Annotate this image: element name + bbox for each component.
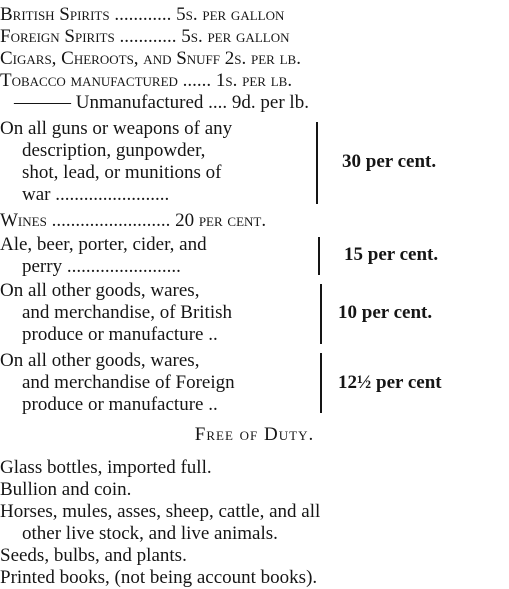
foreign-spirits-line: Foreign Spirits ............ 5s. per gallon bbox=[0, 26, 290, 47]
british-goods-brace bbox=[320, 284, 330, 344]
tobacco-unmanufactured-line: ——— Unmanufactured .... 9d. per lb. bbox=[14, 92, 309, 113]
ale-brace bbox=[318, 237, 328, 275]
guns-brace bbox=[316, 122, 326, 204]
british-goods-line-2: and merchandise, of British bbox=[22, 302, 233, 323]
tobacco-manufactured-line: Tobacco manufactured ...... 1s. per lb. bbox=[0, 70, 293, 91]
guns-line-3: shot, lead, or munitions of bbox=[22, 162, 222, 183]
cigars-line: Cigars, Cheroots, and Snuff 2s. per lb. bbox=[0, 48, 301, 69]
free-item-seeds: Seeds, bulbs, and plants. bbox=[0, 545, 187, 566]
guns-line-1: On all guns or weapons of any bbox=[0, 118, 233, 139]
ale-line-1: Ale, beer, porter, cider, and bbox=[0, 234, 207, 255]
guns-rate: 30 per cent. bbox=[342, 151, 437, 172]
british-spirits-line: British Spirits ............ 5s. per gallon bbox=[0, 4, 285, 25]
free-of-duty-heading: Free of Duty. bbox=[194, 424, 315, 445]
guns-line-2: description, gunpowder, bbox=[22, 140, 206, 161]
free-item-live-stock: other live stock, and live animals. bbox=[22, 523, 278, 544]
british-goods-line-3: produce or manufacture .. bbox=[22, 324, 218, 345]
foreign-goods-line-1: On all other goods, wares, bbox=[0, 350, 200, 371]
wines-line: Wines ......................... 20 per cent. bbox=[0, 210, 267, 231]
british-goods-rate: 10 per cent. bbox=[338, 302, 433, 323]
foreign-goods-brace bbox=[320, 353, 330, 413]
ale-rate: 15 per cent. bbox=[344, 244, 439, 265]
british-goods-line-1: On all other goods, wares, bbox=[0, 280, 200, 301]
foreign-goods-line-3: produce or manufacture .. bbox=[22, 394, 218, 415]
foreign-goods-line-2: and merchandise of Foreign bbox=[22, 372, 235, 393]
foreign-goods-rate: 12½ per cent bbox=[338, 372, 442, 393]
free-item-printed-books: Printed books, (not being account books). bbox=[0, 567, 318, 588]
ale-line-2: perry ........................ bbox=[22, 256, 181, 277]
free-item-horses: Horses, mules, asses, sheep, cattle, and all bbox=[0, 501, 321, 522]
free-item-bullion: Bullion and coin. bbox=[0, 479, 132, 500]
guns-line-4: war ........................ bbox=[22, 184, 170, 205]
free-item-glass-bottles: Glass bottles, imported full. bbox=[0, 457, 212, 478]
